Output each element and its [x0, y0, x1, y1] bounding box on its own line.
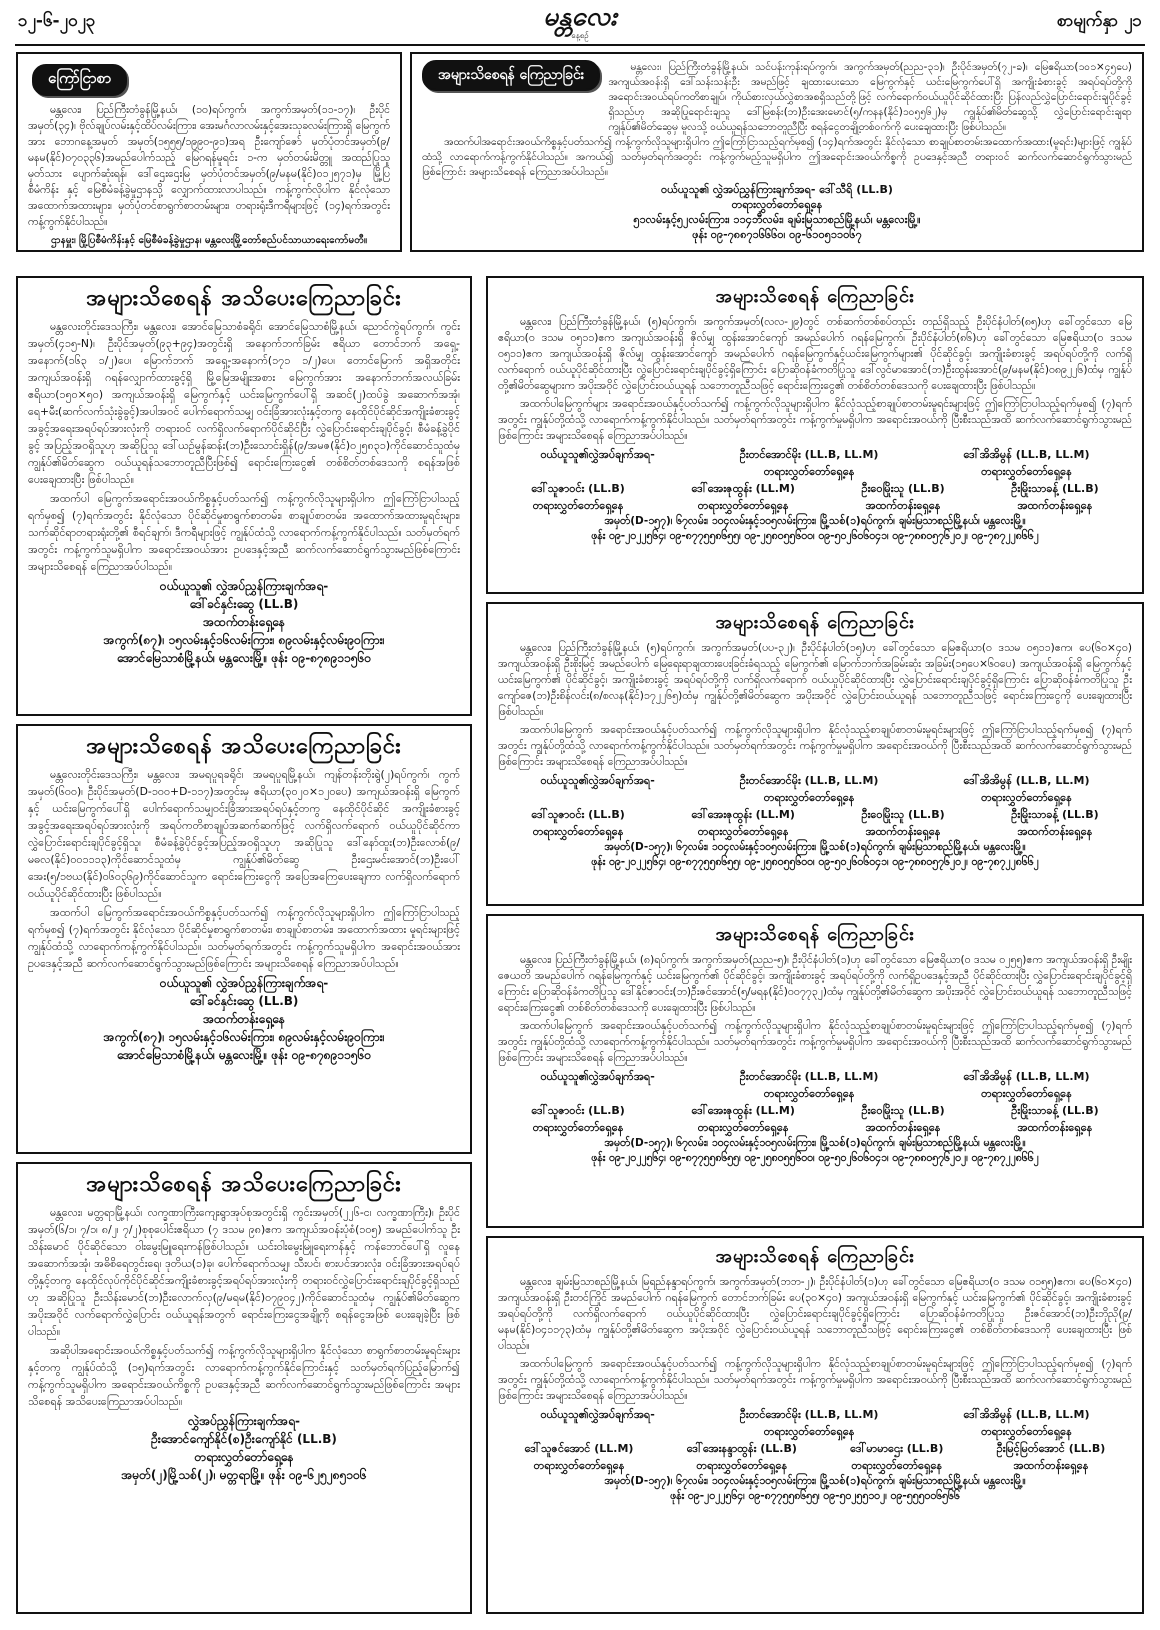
lawyer-6: ဦးမြိုးသာခန့် (LL.B) အထက်တန်းရှေ့နေ [1011, 482, 1099, 512]
lawyer-3: ဒေါ်သူဇာဝင်း (LL.B) တရားလွှတ်တော်ရှေ့နေ [531, 1104, 625, 1134]
notice-body: မန္တလေး၊ ပြည်ကြီးတံခွန်မြို့နယ်၊ (၁၀)ရပ်ကွက်၊ အကွက်အမှတ်(၁၁-၁၇)၊ ဦးပိုင်အမှတ်(၃၄)၊ ဗိုလ်ချုပ်လမ်းနှင့်ထိပ်လမ်းကြား၊ အေးမင်္ဂလာလမ်းနှင့်အေးသုခလမ်းကြားရှိ မြေကွက်အား ဘောဂနေ့အမှတ် အမှတ်(၁၅၅၅/၁၉၉၀-၉၁)အရ ဦးကျော်ဇော် မှတ်ပုံတင်အမှတ်(၉/မနမ(နိုင်)၀၇၀၃၃၆)အမည်ပေါက်သည့် မြေဂရန်မူရင်း ၁-က မှတ်တမ်းမိတ္တူ အထည်ပြုသူ မှတ်သား ပျောက်ဆုံးရန်၊ ဒေါ်ဌေးဌေးမြ မှတ်ပုံတင်အမှတ်(၉/မနမ(နိုင်)၀၁၂၅၇၁)မှ မြို့ပြစီမံကိန်း နှင့် မြေစီမံခန့်ခွဲမှုဌာနသို့ လျှောက်ထားလာပါသည်။ ကန့်ကွက်လိုပါက နိုင်လုံသော အထောက်အထားများ၊ မှတ်ပုံတင်စာရွက်စာတမ်းများ၊ တရားရုံးဒီကရီများဖြင့် (၁၄)ရက်အတွင်း ကန့်ကွက်နိုင်ပါသည်။ [28, 104, 390, 228]
signature-address: အကွက်(၈၇)၊ ၁၅လမ်းနှင့်၁၆လမ်းကြား၊ ၈၉လမ်းနှင့်လမ်း၉၀ကြား၊ [103, 633, 385, 647]
notice-body-2: အထက်ပါမြေကွက်များ အရောင်းအဝယ်နှင့်ပတ်သက်၍ ကန့်ကွက်လိုသူများရှိပါက နိုင်လုံသည့်စာချုပ်စာတမ်းမူရင်းများဖြင့် ဤကြော်ငြာပါသည့်ရက်မှစ၍ (၇)ရက်အတွင်း ကျွန်ုပ်တို့ထံသို့ လာရောက်ကန့်ကွက်နိုင်ပါသည်။ သတ်မှတ်ရက်အတွင်း ကန့်ကွက်မှုမရှိပါက အရောင်းအဝယ်ကို ပြီးစီးသည်အထိ ဆက်လက်ဆောင်ရွက်သွားမည်ဖြစ်ကြောင်း အများသိစေရန် ကြေညာအပ်ပါသည်။ [498, 398, 1132, 442]
lawyers-row-2 [498, 1440, 1132, 1474]
lawyer-1: ဦးတင်အောင်မိုး (LL.B, LL.M) တရားလွှတ်တော်ရှေ့နေ [739, 448, 879, 478]
lawyer-4: ဒေါ်အေးဇုထွန်း (LL.M) တရားလွှတ်တော်ရှေ့နေ [691, 482, 795, 512]
lawyer-6: ဦးမြိုးသာခန့် (LL.B) အထက်တန်းရှေ့နေ [1011, 808, 1099, 838]
notice-body-2: အဆိုပါအရောင်းအဝယ်ကိစ္စနှင့်ပတ်သက်၍ ကန့်ကွက်လိုသူများရှိပါက နိုင်လုံသော စာရွက်စာတမ်းမူရင်းများနှင့်တကွ ကျွန်ုပ်ထံသို့ (၁၅)ရက်အတွင်း လာရောက်ကန့်ကွက်နိုင်ကြောင်းနှင့် သတ်မှတ်ရက်ပြည့်မြောက်၍ ကန့်ကွက်သူမရှိပါက အရောင်းအဝယ်ကိစ္စကို ဥပဒေနှင့်အညီ ဆက်လက်ဆောင်ရွက်သွားမည်ဖြစ်ကြောင်း အများသိစေရန် အသိပေးကြေညာအပ်ပါသည်။ [28, 1344, 460, 1408]
lawyers-row-2 [498, 1102, 1132, 1136]
lawyer-4: ဒေါ်အေးဇုထွန်း (LL.M) တရားလွှတ်တော်ရှေ့နေ [691, 1104, 795, 1134]
notice-body-2: အထက်ပါမြေကွက် အရောင်းအဝယ်နှင့်ပတ်သက်၍ ကန့်ကွက်လိုသူများရှိပါက နိုင်လုံသည့်စာချုပ်စာတမ်းမူရင်းများဖြင့် ဤကြော်ငြာပါသည့်ရက်မှစ၍ (၇)ရက်အတွင်း ကျွန်ုပ်တို့ထံသို့ လာရောက်ကန့်ကွက်နိုင်ပါသည်။ သတ်မှတ်ရက်အတွင်း ကန့်ကွက်မှုမရှိပါက အရောင်းအဝယ်ကို ပြီးစီးသည်အထိ ဆက်လက်ဆောင်ရွက်သွားမည်ဖြစ်ကြောင်း အများသိစေရန် ကြေညာအပ်ပါသည်။ [498, 724, 1132, 768]
lawyer-3: ဒေါ်သူဇာဝင်း (LL.B) တရားလွှတ်တော်ရှေ့နေ [531, 808, 625, 838]
notice-body-2: အထက်ပါမြေကွက် အရောင်းအဝယ်နှင့်ပတ်သက်၍ ကန့်ကွက်လိုသူများရှိပါက နိုင်လုံသည့်စာချုပ်စာတမ်းမူရင်းများဖြင့် ဤကြော်ငြာပါသည့်ရက်မှစ၍ (၇)ရက်အတွင်း ကျွန်ုပ်တို့ထံသို့ လာရောက်ကန့်ကွက်နိုင်ပါသည်။ သတ်မှတ်ရက်အတွင်း ကန့်ကွက်မှုမရှိပါက အရောင်းအဝယ်ကို ပြီးစီးသည်အထိ ဆက်လက်ဆောင်ရွက်သွားမည်ဖြစ်ကြောင်း အများသိစေရန် ကြေညာအပ်ပါသည်။ [498, 1020, 1132, 1064]
signature-phone: အောင်မြေသာစံမြို့နယ်၊ မန္တလေးမြို့။ ဖုန်း ၀၉-၈၇၈၉၁၁၅၆၀ [116, 1048, 372, 1062]
notice-advertisement [16, 52, 402, 252]
lawyer-5: ဒေါ်မာမာဌေး (LL.B) တရားလွှတ်တော်ရှေ့နေ [850, 1442, 944, 1472]
signature-phone: အောင်မြေသာစံမြို့နယ်၊ မန္တလေးမြို့။ ဖုန်း ၀၉-၈၇၈၉၁၁၅၆၀ [116, 651, 372, 665]
signature-phone: ဖုန်း ၀၉-၇၈၈၇၁၆၆၆၀၊ ၀၉-၆၁၀၅၁၁၀၆၇ [692, 228, 862, 241]
lawyers-address: အမှတ်(D-၁၅၇)၊ ၆၇လမ်း၊ ၁၀၄လမ်းနှင့်၁၀၅လမ်းကြား၊ မြို့သစ်(၁)ရပ်ကွက်၊ ချမ်းမြသာစည်မြို့နယ်၊ မန္တလေးမြို့။ [604, 1475, 1026, 1487]
notice-title: အများသိစေရန် ကြေညာခြင်း [715, 612, 915, 633]
lawyers-phones: ဖုန်း ၀၉-၂၀၂၂၅၆၄၊ ၀၉-၈၇၇၅၅၈၆၅၅၊ ၀၉-၂၅၈၀၅၅၆၀၀၊ ၀၉-၅၀၂၆၀၆၀၄၁၊ ၀၉-၇၈၈၀၅၇၆၂၀၂၊ ၀၉-၇၈၇၂၂၈၆၆၂ [591, 856, 1039, 868]
lawyer-5: ဦးဝေမြိုးသူ (LL.B) အထက်တန်းရှေ့နေ [861, 808, 945, 838]
signature-line-3: အထက်တန်းရှေ့နေ [203, 615, 285, 629]
left-notice-3 [16, 1162, 472, 1614]
notice-public-announcement [410, 52, 1144, 252]
notice-body-2: အထက်ပါအရောင်းအဝယ်ကိစ္စနှင့်ပတ်သက်၍ ကန့်ကွက်လိုသူများရှိပါက ဤကြော်ငြာသည့်ရက်မှစ၍ (၁၄)ရက်အတွင်း နိုင်လုံသော စာချုပ်စာတမ်းအထောက်အထား(မူရင်း)များဖြင့် ကျွန်ုပ်ထံသို့ လာရောက်ကန့်ကွက်နိုင်ပါသည်။ အကယ်၍ သတ်မှတ်ရက်အတွင်း ကန့်ကွက်မည့်သူမရှိပါက ဤအရောင်းအဝယ်ကိစ္စကို ဥပဒေနှင့်အညီ တရားဝင် ဆက်လက်ဆောင်ရွက်သွားမည်ဖြစ်ကြောင်း အများသိစေရန် ကြေညာအပ်ပါသည်။ [422, 136, 1132, 178]
lawyers-row-1 [498, 772, 1132, 806]
lawyers-row-2 [498, 480, 1132, 514]
notice-title: အများသိစေရန် ကြေညာခြင်း [715, 1246, 915, 1267]
signature-address: ၅၁လမ်းနှင့်၅၂လမ်းကြား၊ ၁၁၄ဘီလမ်း၊ ချမ်းမြသာစည်မြို့နယ်၊ မန္တလေးမြို့။ [633, 213, 921, 226]
notice-body-1: မန္တလေး၊ ပြည်ကြီးတံခွန်မြို့နယ်၊ (၈)ရပ်ကွက်၊ အကွက်အမှတ်(ညည-၅)၊ ဦးပိုင်နံပါတ်(၁)ဟု ခေါ်တွင်သော မြေဧရိယာ(၀ ဒသမ ၀၂၅၅)ဧက အကျယ်အဝန်းရှိ ဦးမျိုးဇေယတိ အမည်ပေါက် ဂရန်မြေကွက်နှင့် ယင်းမြေကွက်၏ ပိုင်ဆိုင်ခွင့်၊ အကျိုးခံစားခွင့် အရပ်ရပ်တို့ကို လက်ရှိဥပဒေနှင့်အညီ ပိုင်ဆိုင်ထားပြီး လွှဲပြောင်းရောင်းချပိုင်ခွင့်ရှိကြောင်း ပြောဆိုဝန်ခံကတိပြုသူ ဒေါ်နိုင်ဇာဝင်း(ဘ)ဦးဇင်အောင်(၅/မရန(နိုင်)၀၀၇၇၃၂)ထံမှ ကျွန်ုပ်တို့၏မိတ်ဆွေက အပိုးအဝိုင် လွှဲပြောင်းဝယ်ယူရန် သဘောတူညီသဖြင့် ရောင်းကြေးငွေ၏ တစ်စိတ်တစ်ဒေသကို ပေးချေထားပြီး ဖြစ်ပါသည်။ [498, 954, 1132, 1014]
signature-line-3: အထက်တန်းရှေ့နေ [203, 1012, 285, 1026]
page-number: စာမျက်နှာ ၂၁ [1056, 11, 1142, 31]
notice-body-1: မန္တလေး၊ မတ္တရာမြို့နယ်၊ လက္ခဏာကြီးကျေးရွာအုပ်စုအတွင်းရှိ ကွင်းအမှတ်(၂၂၆-င၊ လက္ခဏာကြီး)၊ ဦးပိုင်အမှတ်(၆/၁၊ ၇/၁၊ ၈/၂၊ ၇/၂)စုစုပေါင်းဧရိယာ (၇ ဒသမ ၉၈)ဧက အကျယ်အဝန်းပုံစံ(၁၀၅) အမည်ပေါက်သူ ဦးသိန်းမောင် ပိုင်ဆိုင်သော ဝါးမွေးမြူရေးကန်ဖြစ်ပါသည်။ ယင်းဝါးမွေးမြူရေးကန်နှင့် ကန်ဘောင်ပေါ်ရှိ လူနေအဆောက်အအုံ၊ အဓိစိရေတွင်းရေ၊ ဒုတိယ(၁)ခု၊ ပေါက်ရောက်သမျှ၊ သီးပင်၊ စားပင်အားလုံး၊ ဝင်းခြံအားအရပ်ရပ်တို့နှင့်တကွ နေထိုင်လုပ်ကိုင်ပိုင်ဆိုင်အကျိုးခံစားခွင့်အရပ်ရပ်အားလုံးကို တရားဝင်လွှဲပြောင်းရောင်းချပိုင်ခွင့်ရှိသည်ဟု အဆိုပြုသူ ဦးသိန်းမောင်(ဘ)ဦးလောက်လှ(၉/မရမ(နိုင်)၀၇၉၀၄၂)ကိုင်ဆောင်သူထံမှ ကျွန်ုပ်၏မိတ်ဆွေက အပိုးအဝိုင် လက်ရောက်လွှဲပြောင်း ဝယ်ယူရန်အတွက် ရောင်းကြေးငွေအချို့ကို စရန်ငွေအဖြစ် ပေးချေခဲ့ပြီး ဖြစ်ပါသည်။ [28, 1206, 460, 1338]
masthead-subtitle: နေ့စဉ် [571, 31, 589, 40]
lawyer-6: ဦးမြိုးသာခန့် (LL.B) အထက်တန်းရှေ့နေ [1011, 1104, 1099, 1134]
lawyer-2: ဒေါ်အိအိမွန် (LL.B, LL.M) တရားလွှတ်တော်ရှေ့နေ [963, 774, 1090, 804]
notice-body-1: မန္တလေး၊ ပြည်ကြီးတံခွန်မြို့နယ်၊ (၅)ရပ်ကွက်၊ အကွက်အမှတ်(လလ-၂၉)တွင် တစ်ဆက်တစ်စပ်တည်း တည်ရှိသည့် ဦးပိုင်နံပါတ်(၈၅)ဟု ခေါ်တွင်သော မြေဧရိယာ(၀ ဒသမ ၀၅၁၁)ဧက အကျယ်အဝန်းရှိ ဇိုလ်မျှ ထွန်းအောင်ကျော် အမည်ပေါက် ဂရန်မြေကွက်၊ ဦးပိုင်နံပါတ်(၈၆)ဟု ခေါ်တွင်သော မြေဧရိယာ(၀ ဒသမ ၀၅၁၁)ဧက အကျယ်အဝန်းရှိ ဇိုလ်မျှ ထွန်းအောင်ကျော် အမည်ပေါက် ဂရန်မြေကွက်နှင့်ယင်းမြေကွက်များ၏ ပိုင်ဆိုင်ခွင့်၊ အကျိုးခံစားခွင့် အရပ်ရပ်တို့ကို လက်ရှိလက်ရောက် ဝယ်ယူပိုင်ဆိုင်ထားပြီး လွှဲပြောင်းရောင်းချပိုင်ခွင့်ရှိကြောင်း ပြောဆိုဝန်ခံကတိပြုသူ ဒေါ်လွင်မာအောင်(ဘ)ဦးထွန်းအောင်(၉/မနမ(နိုင်)၀၈၉၂၂၆)ထံမှ ကျွန်ုပ်တို့၏မိတ်ဆွေများက အပိုးအဝိုင် လွှဲပြောင်းဝယ်ယူရန် သဘောတူညီသဖြင့် ရောင်းကြေးငွေ၏ တစ်စိတ်တစ်ဒေသကို ပေးချေထားပြီး ဖြစ်ပါသည်။ [498, 316, 1132, 392]
signature-line-1: လွှဲအပ်ညွှန်ကြားချက်အရ- [188, 1414, 300, 1428]
advertisement-badge: ကြော်ငြာစာ [32, 64, 127, 96]
announcement-badge: အများသိစေရန် ကြေညာခြင်း [422, 60, 600, 91]
lawyer-1: ဦးတင်အောင်မိုး (LL.B, LL.M) တရားလွှတ်တော်ရှေ့နေ [739, 1408, 879, 1438]
lawyers-address: အမှတ်(D-၁၅၇)၊ ၆၇လမ်း၊ ၁၀၄လမ်းနှင့်၁၀၅လမ်းကြား၊ မြို့သစ်(၁)ရပ်ကွက်၊ ချမ်းမြသာစည်မြို့နယ်၊ မန္တလေးမြို့။ [604, 515, 1026, 527]
lawyers-phones: ဖုန်း ၀၉-၂၀၂၂၅၆၄၊ ၀၉-၈၇၇၅၅၈၆၅၅၊ ၀၉-၅၀၂၅၅၁၀၂၊ ၀၉-၅၅၅၀၀၆၅၆၆ [670, 1490, 960, 1502]
notice-title: အများသိစေရန် ကြေညာခြင်း [715, 286, 915, 307]
signature-line-3: တရားလွှတ်တော်ရှေ့နေ [194, 1450, 294, 1464]
notice-body-2: အထက်ပါ မြေကွက်အရောင်းအဝယ်ကိစ္စနှင့်ပတ်သက်၍ ကန့်ကွက်လိုသူများရှိပါက ဤကြော်ငြာပါသည့်ရက်မှစ၍ (၇)ရက်အတွင်း နိုင်လုံသော ပိုင်ဆိုင်မှုစာရွက်စာတမ်း၊ စာချုပ်စာတမ်း၊ အထောက်အထား မူရင်းများဖြင့် ကျွန်ုပ်ထံသို့ လာရောက်ကန့်ကွက်နိုင်ပါသည်။ သတ်မှတ်ရက်အတွင်း ကန့်ကွက်သူမရှိပါက အရောင်းအဝယ်အား ဥပဒေနှင့်အညီ ဆက်လက်ဆောင်ရွက်သွားမည်ဖြစ်ကြောင်း အများသိစေရန် ကြေညာအပ်ပါသည်။ [28, 906, 460, 970]
lawyers-intro: ဝယ်ယူသူ၏လွှဲအပ်ချက်အရ- [540, 448, 655, 461]
lawyer-5: ဦးဝေမြိုးသူ (LL.B) အထက်တန်းရှေ့နေ [861, 482, 945, 512]
lawyers-intro: ဝယ်ယူသူ၏လွှဲအပ်ချက်အရ- [540, 1408, 655, 1421]
notice-body-2: အထက်ပါ မြေကွက်အရောင်းအဝယ်ကိစ္စနှင့်ပတ်သက်၍ ကန့်ကွက်လိုသူများရှိပါက ဤကြော်ငြာပါသည့်ရက်မှစ၍ (၇)ရက်အတွင်း နိုင်လုံသော ပိုင်ဆိုင်မှုစာရွက်စာတမ်း၊ စာချုပ်စာတမ်း၊ အထောက်အထားမူရင်းများ၊ သက်ဆိုင်ရာတရားရုံးတို့၏ စီရင်ချက်၊ ဒီကရီများဖြင့် ကျွန်ုပ်ထံသို့ လာရောက်ကန့်ကွက်နိုင်ပါသည်။ သတ်မှတ်ရက်အတွင်း ကန့်ကွက်သူမရှိပါက အရောင်းအဝယ်အား ဥပဒေနှင့်အညီ ဆက်လက်ဆောင်ရွက်သွားမည်ဖြစ်ကြောင်း အများသိစေရန် ကြေညာအပ်ပါသည်။ [28, 492, 460, 573]
right-notice-2 [486, 602, 1144, 906]
masthead [490, 2, 670, 42]
lawyers-phones: ဖုန်း ၀၉-၂၀၂၂၅၆၄၊ ၀၉-၈၇၇၅၅၈၆၅၅၊ ၀၉-၂၅၈၀၅၅၆၀၀၊ ၀၉-၅၀၂၆၀၆၀၄၁၊ ၀၉-၇၈၈၀၅၇၆၂၀၂၊ ၀၉-၇၈၇၂၂၈၆၆၂ [591, 1152, 1039, 1164]
lawyers-row-1 [498, 446, 1132, 480]
right-notice-3 [486, 914, 1144, 1228]
lawyer-1: ဦးတင်အောင်မိုး (LL.B, LL.M) တရားလွှတ်တော်ရှေ့နေ [739, 774, 879, 804]
lawyer-5: ဦးဝေမြိုးသူ (LL.B) အထက်တန်းရှေ့နေ [861, 1104, 945, 1134]
lawyers-row-1 [498, 1406, 1132, 1440]
page-header [0, 0, 1160, 44]
lawyers-address: အမှတ်(D-၁၅၇)၊ ၆၇လမ်း၊ ၁၀၄လမ်းနှင့်၁၀၅လမ်းကြား၊ မြို့သစ်(၁)ရပ်ကွက်၊ ချမ်းမြသာစည်မြို့နယ်၊ မန္တလေးမြို့။ [604, 1137, 1026, 1149]
header-rule [15, 44, 1145, 46]
left-notice-1 [16, 276, 472, 716]
signature-line-1: ဝယ်ယူသူ၏ လွှဲအပ်ညွှန်ကြားချက်အရ- [159, 579, 329, 593]
signature-address: အမှတ်(၂)မြို့သစ်(၂)၊ မတ္တရာမြို့။ ဖုန်း ၀၉-၆၂၅၂၈၅၁၀၆ [121, 1468, 367, 1482]
lawyers-intro: ဝယ်ယူသူ၏လွှဲအပ်ချက်အရ- [540, 774, 655, 787]
notice-title: အများသိစေရန် အသိပေးကြေညာခြင်း [86, 286, 402, 311]
masthead-title: မန္တလေး [543, 2, 617, 32]
lawyer-1: ဦးတင်အောင်မိုး (LL.B, LL.M) တရားလွှတ်တော်ရှေ့နေ [739, 1070, 879, 1100]
right-notice-1 [486, 276, 1144, 594]
lawyers-address: အမှတ်(D-၁၅၇)၊ ၆၇လမ်း၊ ၁၀၄လမ်းနှင့်၁၀၅လမ်းကြား၊ မြို့သစ်(၁)ရပ်ကွက်၊ ချမ်းမြသာစည်မြို့နယ်၊ မန္တလေးမြို့။ [604, 841, 1026, 853]
notice-title: အများသိစေရန် ကြေညာခြင်း [715, 924, 915, 945]
notice-title: အများသိစေရန် အသိပေးကြေညာခြင်း [86, 1172, 402, 1197]
signature-line-2: တရားလွှတ်တော်ရှေ့နေ [731, 198, 823, 211]
left-notice-2 [16, 724, 472, 1154]
lawyers-row-2 [498, 806, 1132, 840]
signature-line-1: ဝယ်ယူသူ၏ လွှဲအပ်ညွှန်ကြားချက်အရ- ဒေါ်သီရိ (LL.B) [661, 183, 893, 196]
notice-body-1: မန္တလေး၊ ချမ်းမြသာစည်မြို့နယ်၊ မြရည်နန္ဒာရပ်ကွက်၊ အကွက်အမှတ်(ဘဘ-၂)၊ ဦးပိုင်နံပါတ်(၁)ဟု ခေါ်တွင်သော မြေဧရိယာ(၀ ဒသမ ၀၁၅၅)ဧက၊ ပေ(၆၀×၄၀) အကျယ်အဝန်းရှိ ဦးတင်ကြိုင် အမည်ပေါက် ဂရန်မြေကွက် တောင်ဘက်ခြမ်း ပေ(၃၀×၄၀) အကျယ်အဝန်းရှိ မြေကွက်နှင့် ယင်းမြေကွက်၏ ပိုင်ဆိုင်ခွင့်၊ အကျိုးခံစားခွင့် အရပ်ရပ်တို့ကို လက်ရှိလက်ရောက် ဝယ်ယူပိုင်ဆိုင်ထားပြီး လွှဲပြောင်းရောင်းချပိုင်ခွင့်ရှိကြောင်း ပြောဆိုဝန်ခံကတိပြုသူ ဦးဇင်အောင်(ဘ)ဦးဘိုညို(၉/မနမ(နိုင်)၀၄၁၁၇၃)ထံမှ ကျွန်ုပ်တို့၏မိတ်ဆွေက အပိုးအဝိုင် လွှဲပြောင်းဝယ်ယူရန် သဘောတူညီသဖြင့် ရောင်းကြေးငွေ၏ တစ်စိတ်တစ်ဒေသကို ပေးချေထားပြီး ဖြစ်ပါသည်။ [498, 1276, 1132, 1352]
signature-address: အကွက်(၈၇)၊ ၁၅လမ်းနှင့်၁၆လမ်းကြား၊ ၈၉လမ်းနှင့်လမ်း၉၀ကြား၊ [103, 1030, 385, 1044]
signature-line-1: ဝယ်ယူသူ၏ လွှဲအပ်ညွှန်ကြားချက်အရ- [159, 976, 329, 990]
lawyer-6: ဦးမြင့်မြတ်အောင် (LL.B) အထက်တန်းရှေ့နေ [996, 1442, 1106, 1472]
notice-body-2: အထက်ပါမြေကွက် အရောင်းအဝယ်နှင့်ပတ်သက်၍ ကန့်ကွက်လိုသူများရှိပါက နိုင်လုံသည့်စာချုပ်စာတမ်းမူရင်းများဖြင့် ဤကြော်ငြာပါသည့်ရက်မှစ၍ (၇)ရက်အတွင်း ကျွန်ုပ်တို့ထံသို့ လာရောက်ကန့်ကွက်နိုင်ပါသည်။ သတ်မှတ်ရက်အတွင်း ကန့်ကွက်မှုမရှိပါက အရောင်းအဝယ်ကို ပြီးစီးသည်အထိ ဆက်လက်ဆောင်ရွက်သွားမည်ဖြစ်ကြောင်း အများသိစေရန် ကြေညာအပ်ပါသည်။ [498, 1358, 1132, 1402]
notice-footer: ဌာနမှူး၊ မြို့ပြစီမံကိန်းနှင့် မြေစီမံခန့်ခွဲမှုဌာန၊ မန္တလေးမြို့တော်စည်ပင်သာယာရေးကော်မတီ။ [51, 235, 367, 246]
lawyer-2: ဒေါ်အိအိမွန် (LL.B, LL.M) တရားလွှတ်တော်ရှေ့နေ [963, 448, 1090, 478]
notice-body-1: မန္တလေး၊ ပြည်ကြီးတံခွန်မြို့နယ်၊ (၅)ရပ်ကွက်၊ အကွက်အမှတ်(ပပ-၃၂)၊ ဦးပိုင်နံပါတ်(၁၅)ဟု ခေါ်တွင်သော မြေဧရိယာ(၀ ဒသမ ၀၅၁၁)ဧက၊ ပေ(၆၀×၄၀) အကျယ်အဝန်းရှိ ဦးစိုးမြင့် အမည်ပေါက် မြေရေးရာချထားပေးခြင်းခံရသည့် မြေကွက်၏ မြောက်ဘက်အခြမ်းဆုံး အခြမ်း(၁၅ပေ×၆၀ပေ) အကျယ်အဝန်းရှိ မြေကွက်နှင့်ယင်းမြေကွက်၏ ပိုင်ဆိုင်ခွင့်၊ အကျိုးခံစားခွင့် အရပ်ရပ်တို့ကို လက်ရှိလက်ရောက် ဝယ်ယူပိုင်ဆိုင်ထားပြီး လွှဲပြောင်းရောင်းချပိုင်ခွင့်ရှိကြောင်း ပြောဆိုဝန်ခံကတိပြုသူ ဦးကျော်ဇေ(ဘ)ဦးစိန်လင်း(၈/စလန(နိုင်)၁၇၂၂၆၅)ထံမှ ကျွန်ုပ်တို့၏မိတ်ဆွေက အပိုးအဝိုင် လွှဲပြောင်းဝယ်ယူရန် သဘောတူညီသဖြင့် ရောင်းကြေးငွေကို ပေးချေထားပြီး ဖြစ်ပါသည်။ [498, 642, 1132, 718]
issue-date: ၁၂-၆-၂၀၂၃ [18, 11, 96, 31]
notice-title: အများသိစေရန် အသိပေးကြေညာခြင်း [86, 734, 402, 759]
notice-body-1: မန္တလေး၊ ပြည်ကြီးတံခွန်မြို့နယ်၊ သင်ပန်းကုန်းရပ်ကွက်၊ အကွက်အမှတ်(ညည-၃၁)၊ ဦးပိုင်အမှတ်(၇၂-ခ)၊ မြေဧရိယာ(၁၀၁×၄၅ပေ) အကျယ်အဝန်းရှိ ဒေါ်သန်းသန်းဦး အမည်ဖြင့် ချထားပေးသော မြေကွက်နှင့် ယင်းမြေကွက်ပေါ်ရှိ အကျိုးခံစားခွင့် အရပ်ရပ်တို့ကို အရောင်းအဝယ်ရပ်ကတိစာချုပ်၊ ကိုယ်စားလှယ်လွှဲစာအစရှိသည်တို့ဖြင့် လက်ရောက်ဝယ်ယူပိုင်ဆိုင်ထားပြီး ပြန်လည်လွှဲပြောင်းရောင်းချပိုင်ခွင့်ရှိသည်ဟု အဆိုပြုရောင်းချသူ ဒေါ်မြစန်း(ဘ)ဦးအေးမောင်(၅/ကနန(နိုင်)၁၀၅၅၆၂)မှ ကျွန်ုပ်၏မိတ်ဆွေသို့ လွှဲပြောင်းရောင်းချရာ ကျွန်ုပ်၏မိတ်ဆွေမှ မူလသို့ ဝယ်ယူရန်သဘောတူညီပြီး စရန်ငွေတချို့တစ်ဝက်ကို ပေးချေထားပြီး ဖြစ်ပါသည်။ [608, 61, 1132, 133]
notice-body-1: မန္တလေးတိုင်းဒေသကြီး၊ မန္တလေး၊ အမရပူရခရိုင်၊ အမရပူရမြို့နယ်၊ ကျန်တန်းတိုးရွဲ(၂)ရပ်ကွက်၊ ကွက်အမှတ်(၆၀၀)၊ ဦးပိုင်အမှတ်(D-၁၀၀+D-၁၁၇)အတွင်းမှ ဧရိယာ(၃၀၂၀×၁၂၀ပေ) အကျယ်အဝန်းရှိ မြေကွက်နှင့် ယင်းမြေကွက်ပေါ်ရှိ ပေါက်ရောက်သမျှဝင်းခြံအားအရပ်ရပ်နှင့်တကွ နေထိုင်ပိုင်ဆိုင် အကျိုးခံစားခွင့် အခွင့်အရေးအရပ်ရပ်အားလုံးကို အရပ်ကတိစာချုပ်အဆက်ဆက်ဖြင့် လက်ရှိလက်ရောက် ဝယ်ယူပိုင်ဆိုင်ကာ လွှဲပြောင်းရောင်းချပိုင်ခွင့်ရှိသူ၊ စီမံခန့်ခွဲပိုင်ခွင့်အပြည့်အဝရှိသူဟု အဆိုပြုသူ ဒေါ်နော်ထူး(ဘ)ဦးလောစ်(၉/မဓလ(နိုင်)၀၀၁၁၁၃)ကိုင်ဆောင်သူထံမှ ကျွန်ုပ်၏မိတ်ဆွေ ဦးဌေးမင်းအောင်(ဘ)ဦးပေါ်အေး(၅/၁ဗယ(နိုင်)၀၆၀၃၆၉)ကိုင်ဆောင်သူက ရောင်းကြေးငွေကို အပြေအကြေပေးချေကာ လက်ရှိလက်ရောက် ဝယ်ယူပိုင်ဆိုင်ထားပြီး ဖြစ်ပါသည်။ [28, 768, 460, 900]
lawyer-3: ဒေါ်သူဇာဝင်း (LL.B) တရားလွှတ်တော်ရှေ့နေ [531, 482, 625, 512]
signature-line-2: ဒေါ်ခင်နှင်းဆွေ (LL.B) [189, 994, 299, 1008]
lawyers-phones: ဖုန်း ၀၉-၂၀၂၂၅၆၄၊ ၀၉-၈၇၇၅၅၈၆၅၅၊ ၀၉-၂၅၈၀၅၅၆၀၀၊ ၀၉-၅၀၂၆၀၆၀၄၁၊ ၀၉-၇၈၈၀၅၇၆၂၀၂၊ ၀၉-၇၈၇၂၂၈၆၆၂ [591, 530, 1039, 542]
lawyer-2: ဒေါ်အိအိမွန် (LL.B, LL.M) တရားလွှတ်တော်ရှေ့နေ [963, 1408, 1090, 1438]
lawyers-row-1 [498, 1068, 1132, 1102]
signature-line-2: ဦးအောင်ကျော်နိုင်(စ)ဦးကျော်နိုင် (LL.B) [151, 1432, 337, 1446]
lawyer-4: ဒေါ်အေးနန္ဒာထွန်း (LL.B) တရားလွှတ်တော်ရှေ့နေ [686, 1442, 797, 1472]
right-notice-4 [486, 1236, 1144, 1614]
lawyers-intro: ဝယ်ယူသူ၏လွှဲအပ်ချက်အရ- [540, 1070, 655, 1083]
lawyer-2: ဒေါ်အိအိမွန် (LL.B, LL.M) တရားလွှတ်တော်ရှေ့နေ [963, 1070, 1090, 1100]
signature-line-2: ဒေါ်ခင်နှင်းဆွေ (LL.B) [189, 597, 299, 611]
lawyer-4: ဒေါ်အေးဇုထွန်း (LL.M) တရားလွှတ်တော်ရှေ့နေ [691, 808, 795, 838]
lawyer-3: ဒေါ်သူဇင်အောင် (LL.M) တရားလွှတ်တော်ရှေ့နေ [524, 1442, 634, 1472]
notice-body-1: မန္တလေးတိုင်းဒေသကြီး၊ မန္တလေး၊ အောင်မြေသာစံခရိုင်၊ အောင်မြေသာစံမြို့နယ်၊ ညောင်ကွဲရပ်ကွက်၊ ကွင်းအမှတ်(၄၁၅-N)၊ ဦးပိုင်အမှတ်(၉၃+၉၄)အတွင်းရှိ အနောက်ဘက်ခြမ်း ဧရိယာ တောင်ဘက် အရှေ့-အနောက်(၁၆၃ ၁/၂)ပေ၊ မြောက်ဘက် အရှေ့-အနောက်(၁၇၁ ၁/၂)ပေ၊ တောင်မြောက် အရှိအတိုင်း အကျယ်အဝန်းရှိ ဂရန်လျှောက်ထားခွင့်ရှိ မြို့မြေအမျိုးအစား မြေကွက်အား အနောက်ဘက်အလယ်ခြမ်း ဧရိယာ(၁၅၀×၅၀) အကျယ်အဝန်းရှိ မြေကွက်နှင့် ယင်းမြေကွက်ပေါ်ရှိ အဆင်(၂)ထပ်ခွဲ အဆောက်အအုံ၊ ရေ+မီး(ဆက်လက်သုံးခွဲခွင့်)အပါအဝင် ပေါက်ရောက်သမျှ ဝင်းခြံအားလုံးနှင့်တကွ နေထိုင်ပိုင်ဆိုင်အကျိုးခံစားခွင့် အခွင့်အရေးအရပ်ရပ်အားလုံးကို တရားဝင် လက်ရှိလက်ရောက်ပိုင်ဆိုင်ပြီး လွှဲပြောင်းရောင်းချပိုင်ခွင့်၊ စီမံခန့်ခွဲပိုင်ခွင့် အပြည့်အဝရှိသူဟု အဆိုပြုသူ ဒေါ်ယဉ်မွန်ဆန်း(ဘ)ဦးသောင်းရှိန်(၉/အမဇ(နိုင်)၀၂၅၈၃၁)ကိုင်ဆောင်သူထံမှ ကျွန်ုပ်၏မိတ်ဆွေက ဝယ်ယူရန်သဘောတူညီပြီးဖြစ်၍ ရောင်းကြေးငွေ၏ တစ်စိတ်တစ်ဒေသကို စရန်အဖြစ် ပေးချေထားပြီး ဖြစ်ပါသည်။ [28, 320, 460, 486]
